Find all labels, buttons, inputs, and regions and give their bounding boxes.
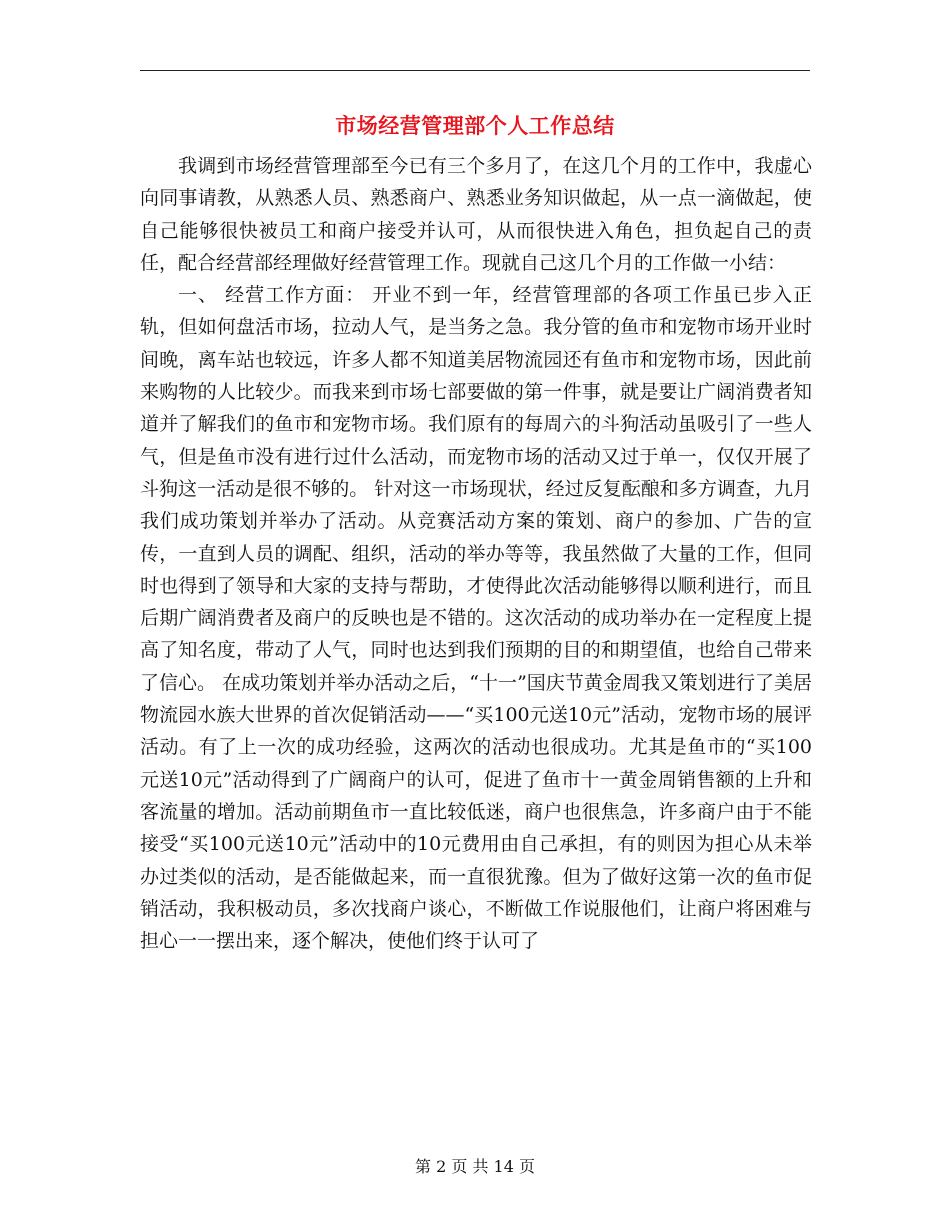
page-number: 第 2 页 共 14 页	[415, 1157, 535, 1176]
document-title: 市场经营管理部个人工作总结	[335, 113, 615, 138]
header-rule	[140, 70, 810, 71]
document-body	[140, 150, 812, 957]
paragraph-intro: 我调到市场经营管理部至今已有三个多月了，在这几个月的工作中，我虚心向同事请教，从熟悉人员、熟悉商户、熟悉业务知识做起，从一点一滴做起，使自己能够很快被员工和商户接受并认可，从而很快进入角色，担负起自己的责任，配合经营部经理做好经营管理工作。现就自己这几个月的工作做一小结：	[140, 155, 812, 274]
paragraph-business-work: 一、 经营工作方面： 开业不到一年，经营管理部的各项工作虽已步入正轨，但如何盘活市场，拉动人气，是当务之急。我分管的鱼市和宠物市场开业时间晚，离车站也较远，许多人都不知道美居物流园还有鱼市和宠物市场，因此前来购物的人比较少。而我来到市场七部要做的第一件事，就是要让广阔消费者知道并了解我们的鱼市和宠物市场。我们原有的每周六的斗狗活动虽吸引了一些人气，但是鱼市没有进行过什么活动，而宠物市场的活动又过于单一，仅仅开展了斗狗这一活动是很不够的。 针对这一市场现状，经过反复酝酿和多方调查，九月我们成功策划并举办了活动。从竞赛活动方案的策划、商户的参加、广告的宣传，一直到人员的调配、组织，活动的举办等等，我虽然做了大量的工作，但同时也得到了领导和大家的支持与帮助，才使得此次活动能够得以顺利进行，而且后期广阔消费者及商户的反映也是不错的。这次活动的成功举办在一定程度上提高了知名度，带动了人气，同时也达到我们预期的目的和期望值，也给自己带来了信心。 在成功策划并举办活动之后，“十一”国庆节黄金周我又策划进行了美居物流园水族大世界的首次促销活动——“买100元送10元”活动，宠物市场的展评活动。有了上一次的成功经验，这两次的活动也很成功。尤其是鱼市的“买100元送10元”活动得到了广阔商户的认可，促进了鱼市十一黄金周销售额的上升和客流量的增加。活动前期鱼市一直比较低迷，商户也很焦急，许多商户由于不能接受“买100元送10元”活动中的10元费用由自己承担，有的则因为担心从未举办过类似的活动，是否能做起来，而一直很犹豫。但为了做好这第一次的鱼市促销活动，我积极动员，多次找商户谈心，不断做工作说服他们，让商户将困难与担心一一摆出来，逐个解决，使他们终于认可了	[140, 284, 812, 953]
